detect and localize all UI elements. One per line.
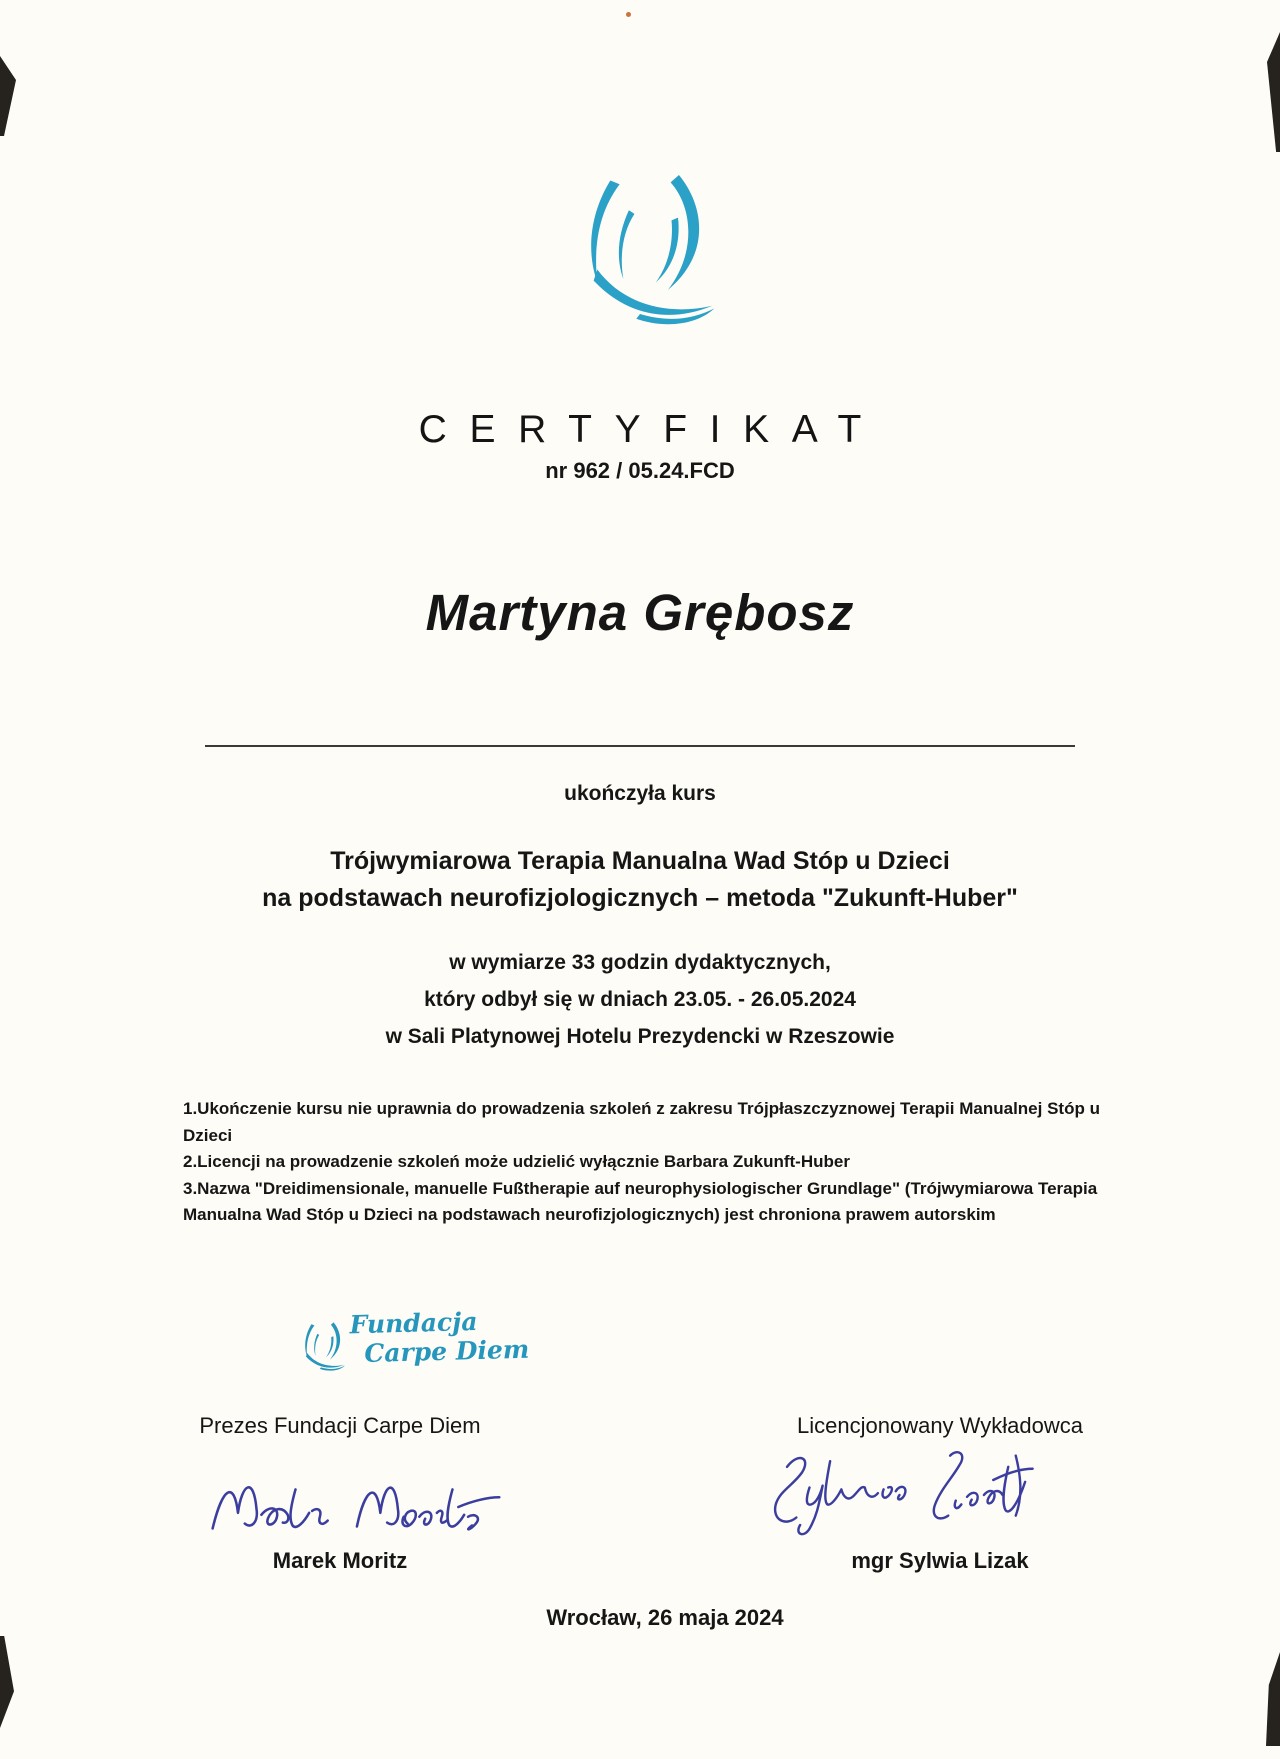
course-title-line-1: Trójwymiarowa Terapia Manualna Wad Stóp u Dzieci: [330, 847, 950, 875]
recipient-name: Martyna Grębosz: [425, 584, 855, 641]
completed-course-text: ukończyła kurs: [564, 782, 716, 805]
scan-artifact-bottom-right: [1266, 1652, 1280, 1746]
course-details-hours: w wymiarze 33 godzin dydaktycznych,: [449, 951, 831, 974]
place-and-date: Wrocław, 26 maja 2024: [546, 1605, 784, 1630]
disclaimer-item-3: 3.Nazwa "Dreidimensionale, manuelle Fußtherapie auf neurophysiologischer Grundlage" (Trójwymiarowa Terapia Manualna Wad Stóp u Dzieci na podstawach neurofizjologicznych) jest chroniona prawem autorskim: [183, 1178, 1098, 1224]
course-details: [0, 944, 1280, 1055]
sylwia-lizak-signature-image: [742, 1443, 1042, 1547]
certificate-title: CERTYFIKAT: [418, 408, 884, 451]
butterfly-icon: [538, 162, 742, 340]
disclaimer-item-2: 2.Licencji na prowadzenie szkoleń może udzielić wyłącznie Barbara Zukunft-Huber: [183, 1152, 850, 1171]
foundation-logo: [288, 1300, 548, 1395]
right-signer-name: mgr Sylwia Lizak: [851, 1548, 1029, 1573]
left-signer-role: Prezes Fundacji Carpe Diem: [199, 1413, 481, 1438]
left-signer-name: Marek Moritz: [272, 1548, 408, 1573]
course-title-line-2: na podstawach neurofizjologicznych – metoda "Zukunft-Huber": [262, 884, 1018, 912]
scan-artifact-top-right: [1267, 32, 1280, 152]
course-details-venue: w Sali Platynowej Hotelu Prezydencki w Rzeszowie: [385, 1025, 895, 1048]
certificate-number: nr 962 / 05.24.FCD: [545, 458, 735, 483]
course-details-dates: który odbył się w dniach 23.05. - 26.05.2024: [424, 988, 856, 1011]
right-signer-role: Licencjonowany Wykładowca: [797, 1413, 1083, 1438]
foundation-name-line-1: Fundacja: [349, 1307, 478, 1340]
foundation-name-line-2: Carpe Diem: [364, 1334, 530, 1368]
course-title: [0, 843, 1280, 917]
foundation-logo-text: [349, 1306, 529, 1369]
foundation-butterfly-icon: [288, 1306, 354, 1388]
scan-artifact-top-left: [0, 56, 16, 136]
disclaimer-block: [183, 1096, 1131, 1229]
name-underline: [205, 745, 1075, 747]
scan-speck: [626, 12, 631, 17]
butterfly-logo: [538, 162, 742, 340]
scan-artifact-bottom-left: [0, 1636, 14, 1728]
disclaimer-item-1: 1.Ukończenie kursu nie uprawnia do prowadzenia szkoleń z zakresu Trójpłaszczyznowej Terapii Manualnej Stóp u Dzieci: [183, 1099, 1100, 1145]
marek-moritz-signature-image: [198, 1468, 510, 1546]
